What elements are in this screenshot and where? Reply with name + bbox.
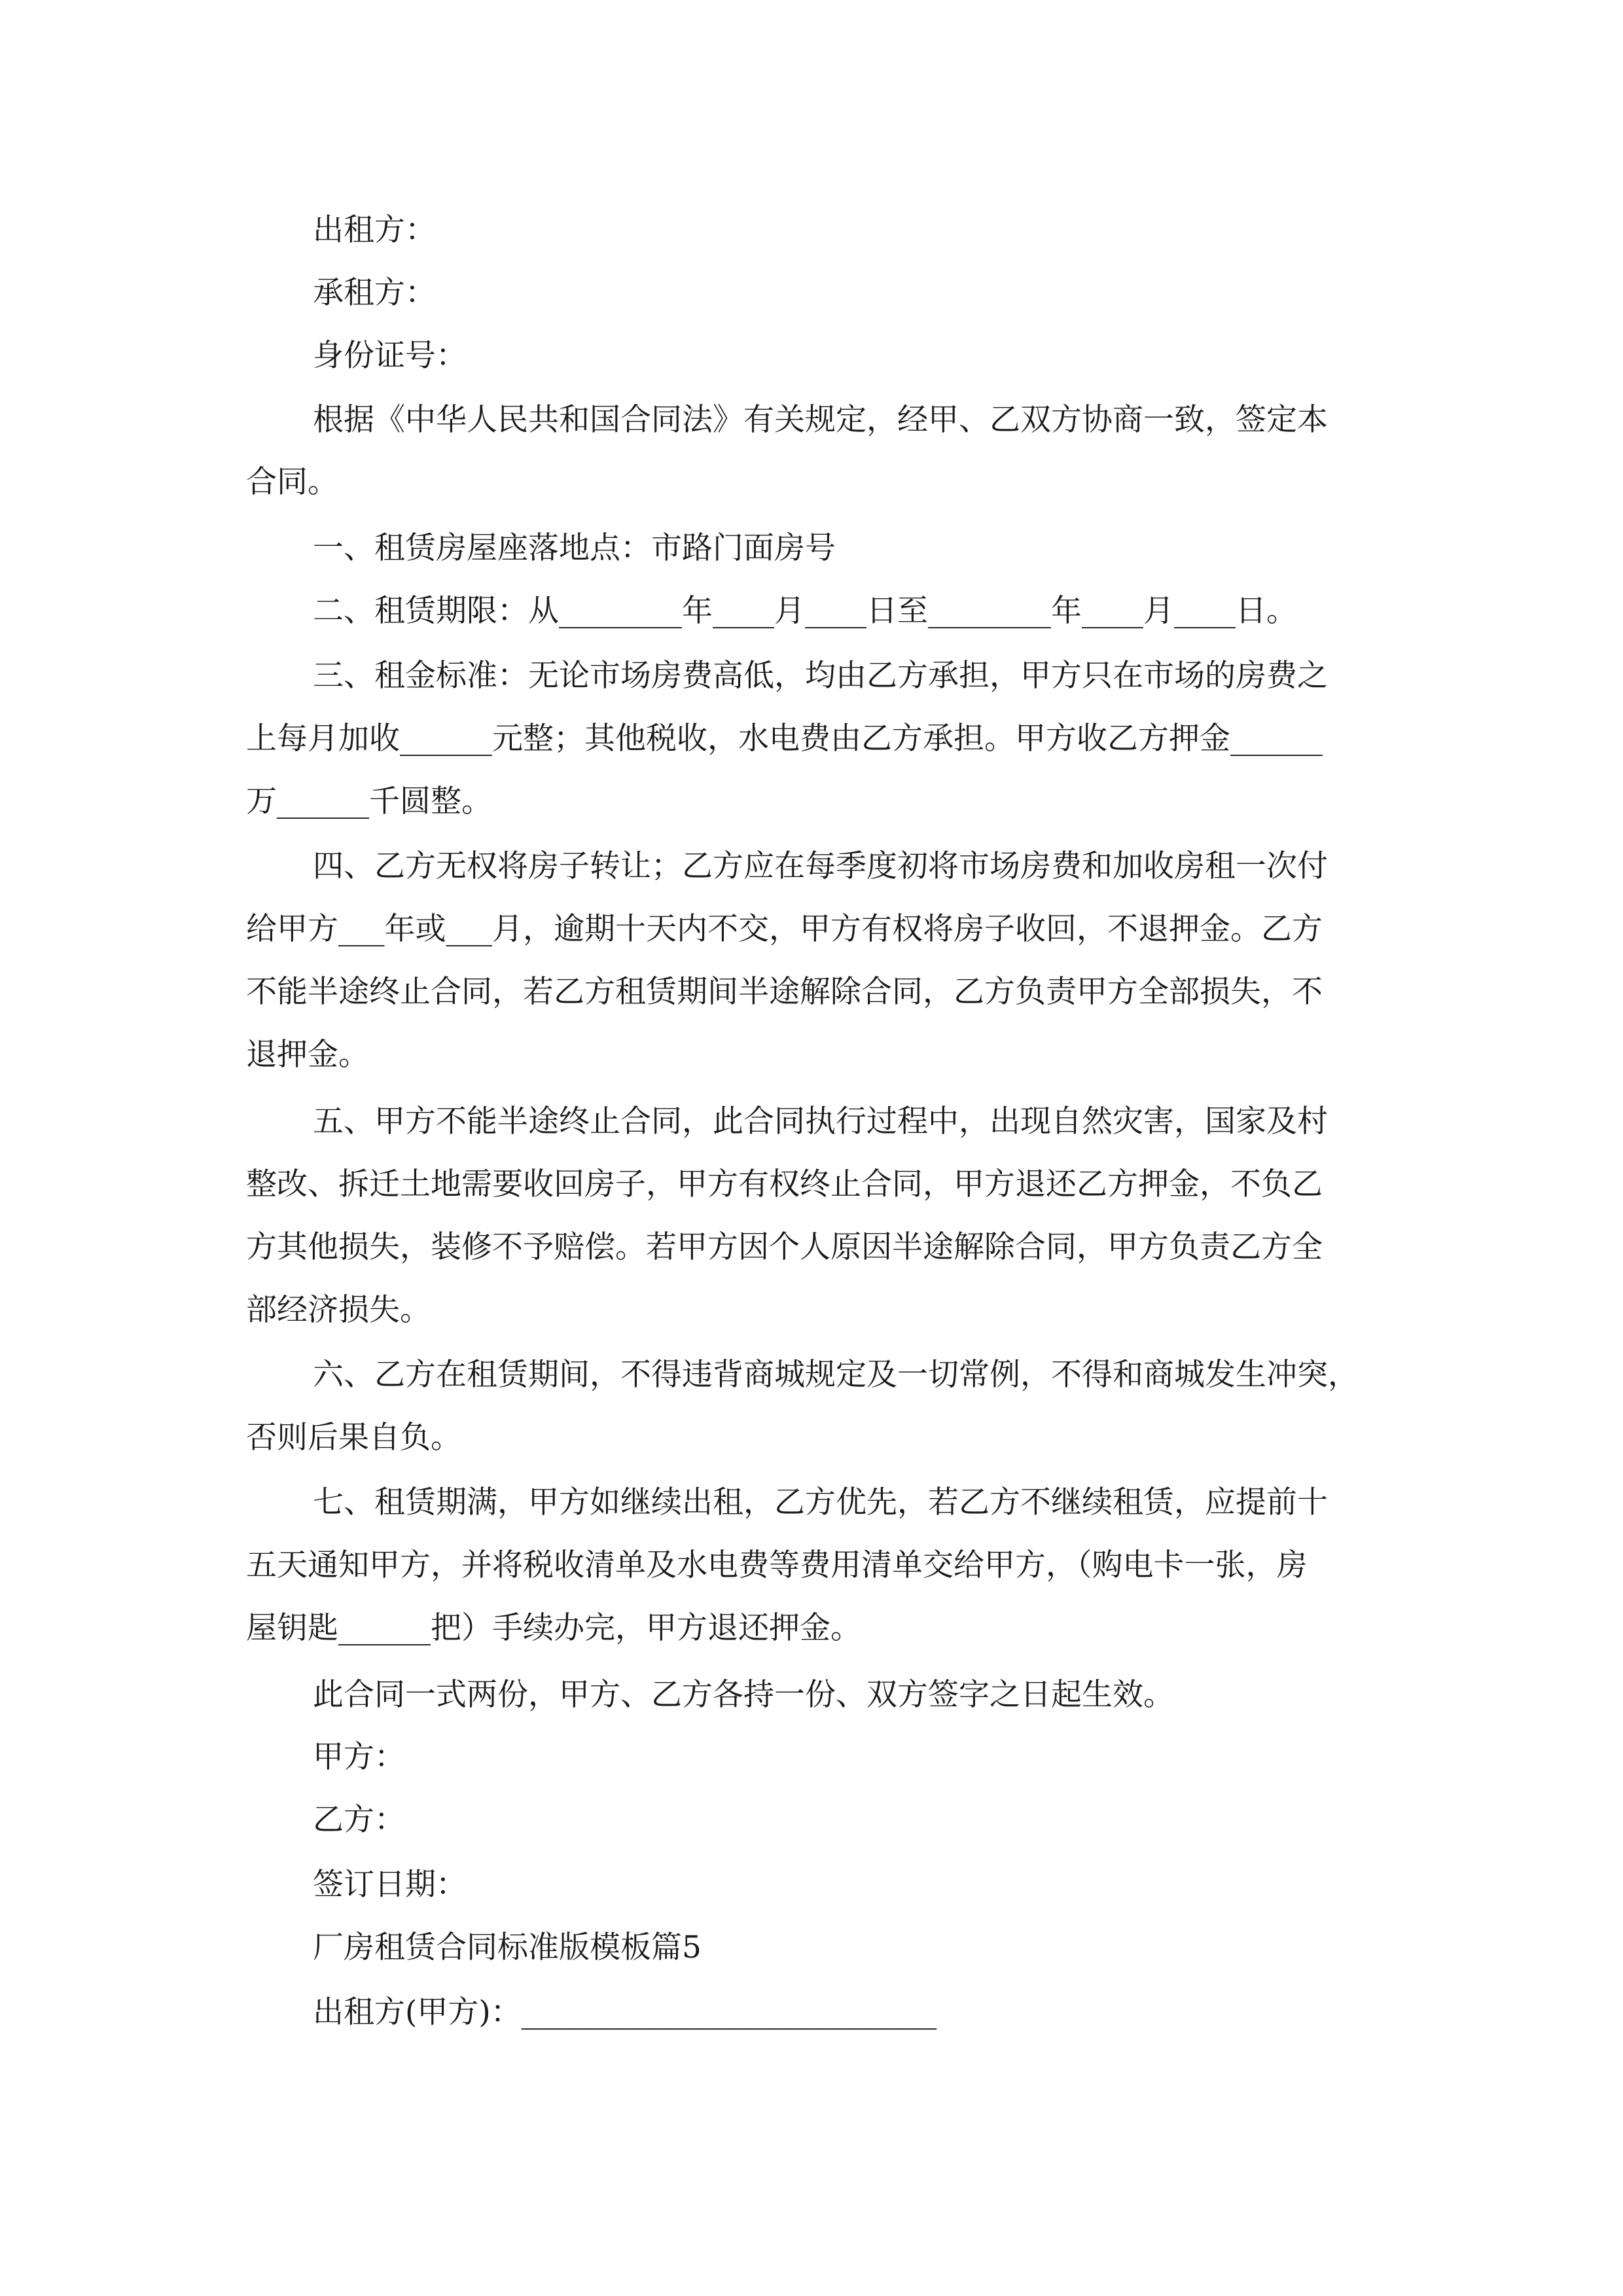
party-b-signature-label: 乙方： [313,1802,405,1838]
paragraph-line: 万______千圆整。 [246,783,492,819]
paragraph-line: 否则后果自负。 [246,1420,461,1456]
paragraph-line: 给甲方___年或___月，逾期十天内不交，甲方有权将房子收回，不退押金。乙方 [246,911,1323,947]
lessee-label: 承租方： [313,275,436,311]
clause-6: 六、乙方在租赁期间，不得违背商城规定及一切常例，不得和商城发生冲突， [313,1357,1359,1393]
paragraph-line: 合同。 [246,464,338,500]
paragraph-line: 屋钥匙______把）手续办完，甲方退还押金。 [246,1610,861,1646]
paragraph-line: 部经济损失。 [246,1292,431,1328]
paragraph-line: 根据《中华人民共和国合同法》有关规定，经甲、乙双方协商一致，签定本 [313,402,1328,438]
id-number-label: 身份证号： [313,338,467,374]
clause-7: 七、租赁期满，甲方如继续出租，乙方优先，若乙方不继续租赁，应提前十 [313,1484,1328,1520]
party-a-signature-label: 甲方： [313,1739,405,1775]
paragraph-line: 五天通知甲方，并将税收清单及水电费等费用清单交给甲方，（购电卡一张，房 [246,1547,1308,1583]
signing-date-label: 签订日期： [313,1867,467,1903]
paragraph-line: 上每月加收______元整；其他税收，水电费由乙方承担。甲方收乙方押金______ [246,721,1323,757]
paragraph-line: 退押金。 [246,1037,369,1073]
copies-statement: 此合同一式两份，甲方、乙方各持一份、双方签字之日起生效。 [313,1677,1174,1713]
clause-3: 三、租金标准：无论市场房费高低，均由乙方承担，甲方只在市场的房费之 [313,658,1328,694]
clause-2: 二、租赁期限：从________年____月____日至________年____月____日。 [313,593,1297,629]
lessor-label: 出租方： [313,212,436,248]
clause-4: 四、乙方无权将房子转让；乙方应在每季度初将市场房费和加收房租一次付 [313,848,1328,884]
paragraph-line: 不能半途终止合同，若乙方租赁期间半途解除合同，乙方负责甲方全部损失，不 [246,974,1323,1010]
section-heading: 厂房租赁合同标准版模板篇5 [313,1929,702,1965]
paragraph-line: 整改、拆迁土地需要收回房子，甲方有权终止合同，甲方退还乙方押金，不负乙 [246,1166,1323,1202]
paragraph-line: 方其他损失，装修不予赔偿。若甲方因个人原因半途解除合同，甲方负责乙方全 [246,1229,1323,1265]
clause-5: 五、甲方不能半途终止合同，此合同执行过程中，出现自然灾害，国家及村 [313,1103,1328,1139]
lessor-party-a-label: 出租方(甲方)：___________________________ [313,1994,937,2030]
clause-1: 一、租赁房屋座落地点：市路门面房号 [313,530,836,566]
